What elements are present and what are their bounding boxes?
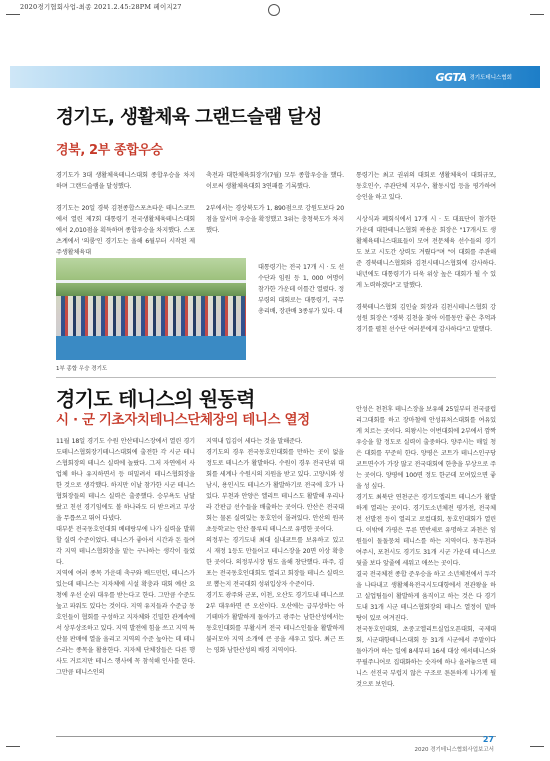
paragraph: 지역내 입김이 세다는 것을 말해준다. [206, 438, 303, 445]
footer-label: 2020 경기테니스협회사업보고서 [414, 747, 494, 753]
section-divider [56, 377, 496, 378]
paragraph: 축전과 대한체육회장기(7월) 모두 종합우승을 했다. 이로써 생활체육대회 3연패를 기록했다. [206, 172, 344, 190]
paragraph: 의정부는 경기도내 최대 실내코트를 보유하고 있고 시 재정 1등도 만들어고 테니스장을 20면 이상 확충한 곳이다. 의정부시장 팀도 올해 창단했다. 파주, 김포는 전국동호인대회도 열리고 회장들 테니스 실력으로 뽑는지 전국대회 성위입상자 수준이다. [206, 537, 344, 588]
paragraph: 대부분 전국동호인대회 베테랑부에 나가 실력을 발휘할 실력 수준이었다. 테니스가 좋아서 시간과 돈 들여 각 지역 테니스협회장을 맡는 구나하는 생각이 들었다. [56, 526, 195, 566]
paragraph: 결국 전국체전 종합 준우승을 하고 소년체전에서 두각을 나타내고 생활체육전국시도대항에서 전관왕을 하고 실업팀들이 활발하게 움직이고 하는 것은 다 경기도내 31개 시군 테니스협회장의 테니스 열정이 밑바탕이 있로 여겨진다. [356, 571, 496, 622]
paragraph: 2부에서는 경상북도가 1, 890점으로 강원도보다 20점을 앞서며 우승을 확정했고 3위는 충청북도가 차지했다. [206, 205, 344, 234]
paragraph: 경기도가 3대 생활체육테니스대회 종합우승을 차지하며 그랜드슬램을 달성했다. [56, 172, 195, 190]
page-number: 27 [482, 735, 494, 744]
article2-column-1 [56, 436, 195, 689]
crop-mark-top-right [530, 14, 544, 15]
paragraph: 시상식과 폐회식에서 17개 시 · 도 대표단이 참가한 가운데 대한테니스협회 곽용운 회장은 "17개시도 생활체육테니스대표들이 모여 전문체육 선수들의 경기도 보고 시도간 상력도 겨뤘다"며 "이 대회를 주관해준 경북테니스협회와 김천시테니스협회에 감사하다. 내년에도 대통령기가 더욱 위상 높은 대회가 될 수 있게 노력하겠다"고 말했다. [356, 216, 496, 289]
logo-text: 경기도테니스협회 [469, 75, 512, 81]
paragraph: 경기도는 20일 경북 김천종합스포츠타운 테니스코트에서 열린 제7회 대통령기 전국생활체육테니스대회에서 2,010점을 획득하며 종합우승을 차지했다. 스포츠계에서 '의룸'인 경기도는 올해 6월부터 시작된 제주생활체육대 [56, 205, 195, 256]
crop-mark-top-left [6, 14, 20, 15]
team-photo [56, 258, 246, 360]
photo-caption: 1부 종합 우승 경기도 [56, 366, 108, 372]
paragraph: 지역에 여러 종목 가운데 축구와 배드민턴, 테니스가 있는데 테니스는 지자체에 시설 확충과 대회 예산 요청에 우선 순위 대우를 받는다고 한다. 그만큼 수준도 높고 파워도 있다는 것이다. 지역 유지들과 수준급 동호인들이 협회를 구성하고 지자체와 긴밀한 관계속에서 상부상조하고 있다. 지역 발전에 힘을 쓰고 지역 특산물 판매에 열을 올리고 지역의 수준 높아는 데 테니스라는 종목을 활용한다. 지자체 단체장들은 다른 행사도 거르지만 테니스 행사에 꼭 참석해 인사를 한다. 그만큼 테니스인의 [56, 570, 195, 676]
paragraph: 안성은 천천후 테니스장을 보유해 25일부터 전국클럽리그대회를 하고 장마철에 안성퓨처스대회를 여유있게 치르는 곳이다. 의왕시는 이번대회에 2부에서 깜짝 우승을 할 정도로 실력이 출중하다. 양주시는 매일 청은 대회를 꾸준히 한다. 양평은 코트가 테니스인구당 코트면수가 가장 많고 전국대회에 한층을 부상으로 주는 곳이다. 양평에 100면 정도 한군데 모여있으면 좋을 성 싶다. [356, 406, 496, 490]
paragraph: 대통령기는 전국 17개 시 · 도 선수단과 임원 등 1, 000 여명이 참가한 가운데 이틀간 열렸다. 정부령의 대회로는 대통령기, 국무총리배, 장관배 3종류가 있다. 대 [258, 264, 344, 315]
article2-column-3 [356, 404, 496, 701]
article1-subtitle: 경북, 2부 종합우승 [56, 143, 163, 158]
logo-mark: GGTA [435, 70, 467, 84]
registration-mark [268, 4, 280, 16]
paragraph: 경기도의 경우 전국동호인대회를 만하는 곳이 없을 정도로 테니스가 활발하다. 수원이 경우 전국단위 대회를 세계나 수원시의 지원을 받고 있다. 고양시와 성남시, 용인시도 테니스가 활발하기로 전국에 호가 나있다. 부천과 안양은 엘리트 테니스도 활발해 우리나라 간판급 선수들을 배출하는 곳이다. 안산은 전국대회는 물론 실력있는 동호인이 몰려있다. 안산의 원곡초등학교는 안산 플루티 테니스로 유명한 곳이다. [206, 449, 344, 533]
association-logo [435, 70, 512, 84]
print-header: 2020경기협회사업-최종 2021.2.45:28PM 페이지27 [20, 3, 182, 11]
footer-rule [56, 736, 496, 737]
article1-column-2 [206, 170, 344, 247]
article2-column-2 [206, 436, 344, 667]
article1-column-3 [356, 170, 496, 346]
crop-mark-bottom-right [530, 746, 544, 747]
paragraph: 통령기는 최고 권위의 대회로 생활체육이 대회규모, 동호인수, 주관단체 지부수, 활동시업 등을 평가하여 승인을 하고 있다. [356, 172, 496, 201]
article1-column-2b [258, 262, 344, 328]
article2-subtitle: 시 · 군 기초자치테니스단체장의 테니스 열정 [56, 412, 310, 428]
paragraph: 11월 18일 경기도 수원 안산테니스장에서 열린 경기도테니스협회장기테니스대회에 출전한 각 시군 테니스협회장의 테니스 실력에 놀랐다. 그저 자연에서 사업체 하나 유지하면서 등 떠밀려서 테니스협회장을 한 것으로 생각했다. 하지만 이날 참가한 시군 테니스협회장들의 테니스 실력은 출중했다. 승부욕도 남달랐고 친선 경기임에도 볼 하나라도 더 받으려고 부상을 무릅쓰고 뛰어 다녔다. [56, 438, 195, 522]
article1-column-1 [56, 170, 195, 269]
article2-title: 경기도 테니스의 원동력 [56, 387, 255, 411]
paragraph: 경기도 광주와 군포, 이천, 오산도 경기도내 테니스로 2부 대우하면 큰 오산이다. 오산에는 급부상하는 아기테마가 활발하게 돌아가고 광주는 남한산성에서는 동호인대회를 부활시켜 전국 테니스인들을 활발하게 불러모아 지역 소개에 큰 공을 세우고 있다. 최근 뜨는 영화 남한산성의 배경 지역이다. [206, 592, 344, 654]
crop-mark-bottom-left [6, 746, 20, 747]
article1-title: 경기도, 생활체육 그랜드슬램 달성 [56, 107, 322, 128]
paragraph: 전국동호인대회, 초중고엘리트실업오픈대회, 국제대회, 시군대항테니스대회 등 31개 시군에서 주말이다 돌아가며 하는 일에 8세부터 16세 대상 에서테니스와 꾸필주니어로 집대화하는 숫자에 하나 올려놓으면 테니스 선진국 부럽지 않은 구조로 튼튼하게 나가게 될 것으로 보인다. [356, 626, 496, 688]
paragraph: 경기도 최북단 연천군은 경기도엘리트 테니스가 활발하게 열리는 곳이다. 경기도소년체전 평가전, 전국체전 선발전 등이 열리고 로컬대회, 동호인대회가 열린다. 이밖에 가평은 무른 면반세로 유명하고 과천은 임원들이 돌돌뭉쳐 테니스를 하는 지역이다. 동두천과 여주시, 포천시도 경기도 31개 시군 가운데 테니스로 뒷줄 보다 앞줄에 세워고 애쓰는 곳이다. [356, 494, 496, 567]
paragraph: 경북테니스협회 김인술 회장과 김천시테니스협회 강성원 회장은 "경북 김천을 찾아 이틀동안 좋은 추억과 경기를 펼친 선수단 여러분에게 감사하다"고 말했다. [356, 304, 496, 333]
